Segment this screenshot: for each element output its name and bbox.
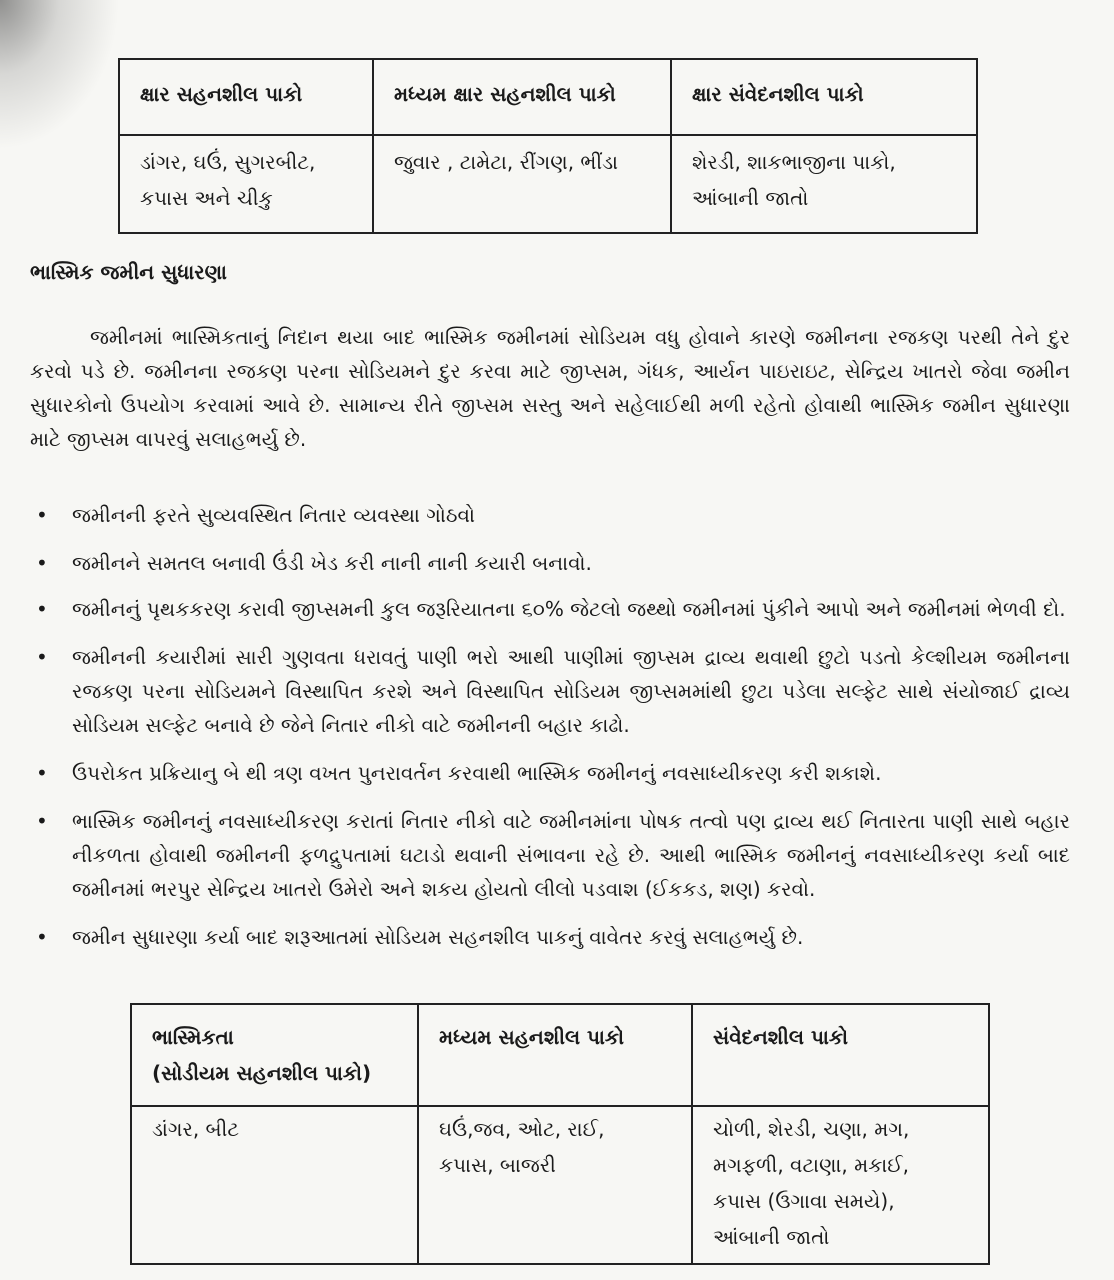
list-item-text: જમીનનું પૃથકકરણ કરાવી જીપ્સમની કુલ જરૂરિયાતના ૬૦% જેટલો જથ્થો જમીનમાં પુંકીને આપો અને જમીનમાં ભેળવી દો. — [72, 597, 1066, 621]
bullet-icon: • — [36, 761, 48, 785]
bullet-icon: • — [36, 645, 48, 669]
table-header-cell: ભાસ્મિકતા (સોડીયમ સહનશીલ પાકો) — [131, 1004, 418, 1106]
salt-tolerance-table — [118, 58, 978, 234]
bullet-icon: • — [36, 503, 48, 527]
table-row — [131, 1106, 989, 1264]
list-item-text: જમીન સુધારણા કર્યા બાદ શરૂઆતમાં સોડિયમ સહનશીલ પાકનું વાવેતર કરવું સલાહભર્યુ છે. — [72, 925, 804, 949]
list-item — [30, 640, 1070, 742]
table-row — [119, 135, 977, 233]
list-item-text: જમીનની ફરતે સુવ્યવસ્થિત નિતાર વ્યવસ્થા ગોઠવો — [72, 503, 475, 527]
list-item — [30, 920, 1070, 954]
list-item — [30, 804, 1070, 906]
list-item-text: ઉપરોકત પ્રક્રિયાનુ બે થી ત્રણ વખત પુનરાવર્તન કરવાથી ભાસ્મિક જમીનનું નવસાધ્યીકરણ કરી શકાશે. — [72, 761, 882, 785]
table-header-cell: મધ્યમ ક્ષાર સહનશીલ પાકો — [373, 59, 671, 135]
table-header-cell: મધ્યમ સહનશીલ પાકો — [418, 1004, 692, 1106]
table-header-row — [119, 59, 977, 135]
table-header-cell: ક્ષાર સંવેદનશીલ પાકો — [671, 59, 977, 135]
bullet-list — [30, 498, 1070, 954]
bullet-icon: • — [36, 809, 48, 833]
alkalinity-tolerance-table — [130, 1003, 990, 1265]
table-header-row — [131, 1004, 989, 1106]
table-header-cell: ક્ષાર સહનશીલ પાકો — [119, 59, 373, 135]
scan-corner-smudge — [0, 0, 120, 150]
table-cell: ચોળી, શેરડી, ચણા, મગ, મગફળી, વટાણા, મકાઈ, કપાસ (ઉગાવા સમયે), આંબાની જાતો — [692, 1106, 989, 1264]
bullet-icon: • — [36, 925, 48, 949]
table-cell: જુવાર , ટામેટા, રીંગણ, ભીંડા — [373, 135, 671, 233]
list-item — [30, 592, 1070, 626]
table-cell: શેરડી, શાકભાજીના પાકો, આંબાની જાતો — [671, 135, 977, 233]
list-item-text: ભાસ્મિક જમીનનું નવસાધ્યીકરણ કરાતાં નિતાર નીકો વાટે જમીનમાંના પોષક તત્વો પણ દ્રાવ્ય થઈ નિતારતા પાણી સાથે બહાર નીકળતા હોવાથી જમીનની ફળદ્રુપતામાં ઘટાડો થવાની સંભાવના રહે છે. આથી ભાસ્મિક જમીનનું નવસાધ્યીકરણ કર્યા બાદ જમીનમાં ભરપુર સેન્દ્રિય ખાતરો ઉમેરો અને શકય હોયતો લીલો પડવાશ (ઈકકડ, શણ) કરવો. — [72, 809, 1070, 901]
bullet-icon: • — [36, 551, 48, 575]
list-item-text: જમીનને સમતલ બનાવી ઉંડી ખેડ કરી નાની નાની કયારી બનાવો. — [72, 551, 592, 575]
table-cell: ઘઉં,જવ, ઓટ, રાઈ, કપાસ, બાજરી — [418, 1106, 692, 1264]
table-cell: ડાંગર, બીટ — [131, 1106, 418, 1264]
table-cell: ડાંગર, ઘઉં, સુગરબીટ, કપાસ અને ચીકુ — [119, 135, 373, 233]
list-item — [30, 756, 1070, 790]
table-header-cell: સંવેદનશીલ પાકો — [692, 1004, 989, 1106]
section-heading: ભાસ્મિક જમીન સુધારણા — [30, 260, 227, 284]
list-item — [30, 546, 1070, 580]
bullet-icon: • — [36, 597, 48, 621]
list-item — [30, 498, 1070, 532]
intro-paragraph: જમીનમાં ભાસ્મિકતાનું નિદાન થયા બાદ ભાસ્મિક જમીનમાં સોડિયમ વધુ હોવાને કારણે જમીનના રજકણ પરથી તેને દુર કરવો પડે છે. જમીનના રજકણ પરના સોડિયમને દુર કરવા માટે જીપ્સમ, ગંધક, આર્યન પાઇરાઇટ, સેન્દ્રિય ખાતરો જેવા જમીન સુધારકોનો ઉપયોગ કરવામાં આવે છે. સામાન્ય રીતે જીપ્સમ સસ્તુ અને સહેલાઈથી મળી રહેતો હોવાથી ભાસ્મિક જમીન સુધારણા માટે જીપ્સમ વાપરવું સલાહભર્યુ છે. — [30, 325, 1070, 451]
list-item-text: જમીનની કયારીમાં સારી ગુણવતા ધરાવતું પાણી ભરો આથી પાણીમાં જીપ્સમ દ્રાવ્ય થવાથી છુટો પડતો કેલ્શીયમ જમીનના રજકણ પરના સોડિયમને વિસ્થાપિત કરશે અને વિસ્થાપિત સોડિયમ જીપ્સમમાંથી છુટા પડેલા સલ્ફેટ સાથે સંયોજાઈ દ્રાવ્ય સોડિયમ સલ્ફેટ બનાવે છે જેને નિતાર નીકો વાટે જમીનની બહાર કાઢો. — [72, 645, 1070, 737]
